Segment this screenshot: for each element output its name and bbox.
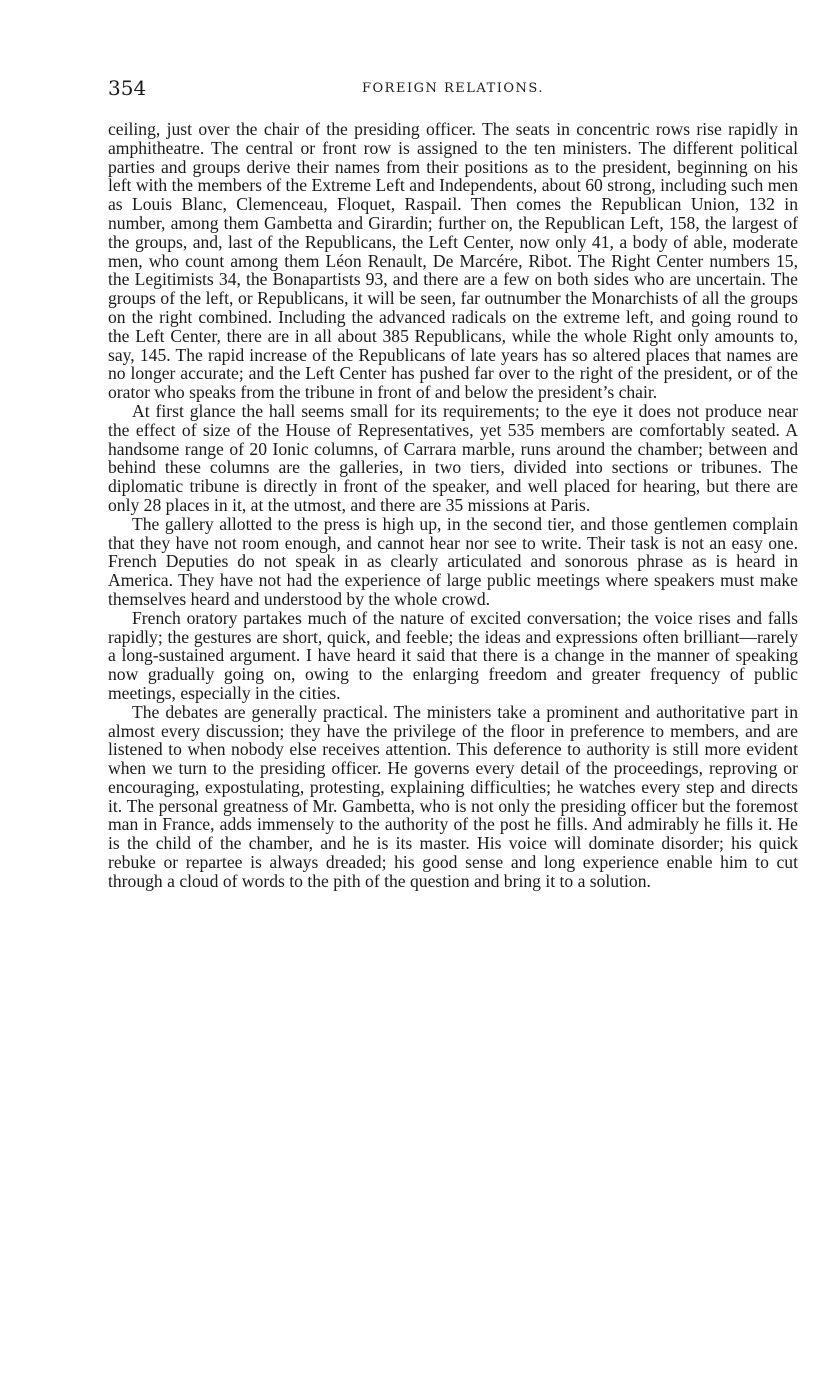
paragraph-press-gallery: The gallery allotted to the press is high up, in the second tier, and those gentlemen complain that they have not room enough, and cannot hear nor see to write. Their task is not an easy one. French Deputies do not speak in as clearly articulated and sonorous phrase as is heard in America. They have not had the experience of large public meetings where speakers must make themselves heard and understood by the whole crowd. [108, 513, 798, 609]
running-title: FOREIGN RELATIONS. [362, 81, 544, 96]
paragraph-french-oratory: French oratory partakes much of the nature of excited conversation; the voice rises and falls rapidly; the gestures are short, quick, and feeble; the ideas and expressions often brilliant—rarely a long-sustained argument. I have heard it said that there is a change in the manner of speaking now gradually going on, owing to the enlarging freedom and greater frequency of public meetings, especially in the cities. [108, 607, 798, 703]
page-number: 354 [108, 76, 147, 100]
body-text [108, 120, 798, 891]
paragraph-hall-size: At first glance the hall seems small for its requirements; to the eye it does not produce near the effect of size of the House of Representatives, yet 535 members are comfortably seated. A handsome range of 20 Ionic columns, of Carrara marble, runs around the chamber; between and behind these columns are the galleries, in two tiers, divided into sections or tribunes. The diplomatic tribune is directly in front of the speaker, and well placed for hearing, but there are only 28 places in it, at the utmost, and there are 35 missions at Paris. [108, 400, 798, 515]
page-header [108, 76, 798, 100]
paragraph-debates: The debates are generally practical. The ministers take a prominent and authoritative part in almost every discussion; they have the privilege of the floor in preference to members, and are listened to when nobody else receives attention. This deference to authority is still more evident when we turn to the presiding officer. He governs every detail of the proceedings, reproving or encouraging, expostulating, protesting, explaining difficulties; he watches every step and directs it. The personal greatness of Mr. Gambetta, who is not only the presiding officer but the foremost man in France, adds immensely to the authority of the post he fills. And admirably he fills it. He is the child of the chamber, and he is its master. His voice will dominate disorder; his quick rebuke or repartee is always dreaded; his good sense and long experience enable him to cut through a cloud of words to the pith of the question and bring it to a solution. [108, 701, 798, 891]
paragraph-continued: ceiling, just over the chair of the presiding officer. The seats in concentric rows rise rapidly in amphitheatre. The central or front row is assigned to the ten ministers. The different political parties and groups derive their names from their positions as to the president, beginning on his left with the members of the Extreme Left and Independents, about 60 strong, including such men as Louis Blanc, Clemenceau, Floquet, Raspail. Then comes the Republican Union, 132 in number, among them Gambetta and Girardin; further on, the Republican Left, 158, the largest of the groups, and, last of the Republicans, the Left Center, now only 41, a body of able, moderate men, who count among them Léon Renault, De Marcére, Ribot. The Right Center numbers 15, the Legitimists 34, the Bonapartists 93, and there are a few on both sides who are uncertain. The groups of the left, or Republicans, it will be seen, far outnumber the Monarchists of all the groups on the right combined. Including the advanced radicals on the extreme left, and going round to the Left Center, there are in all about 385 Republicans, while the whole Right only amounts to, say, 145. The rapid increase of the Republicans of late years has so altered places that names are no longer accurate; and the Left Center has pushed far over to the right of the president, or of the orator who speaks from the tribune in front of and below the president’s chair. [108, 119, 798, 403]
